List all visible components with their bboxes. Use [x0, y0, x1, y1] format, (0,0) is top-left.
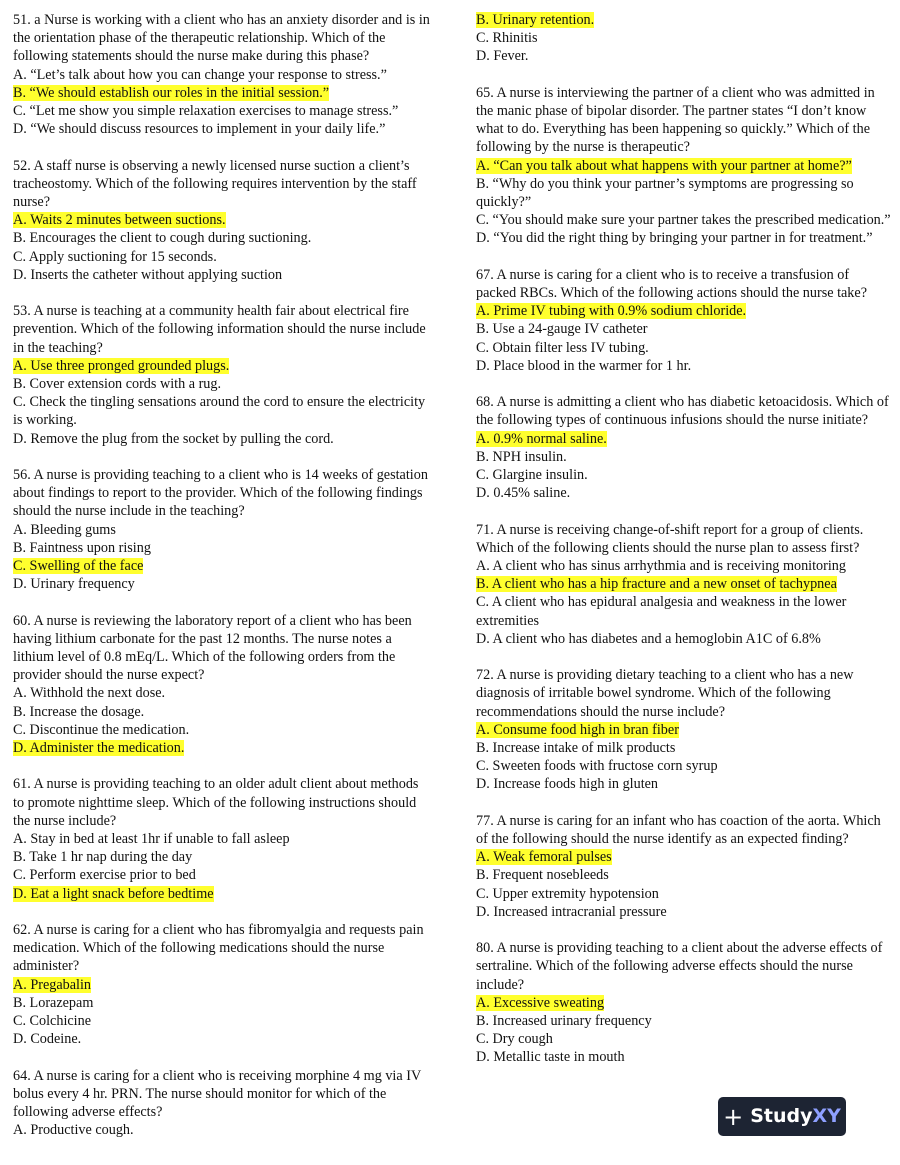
answer-option: [13, 575, 433, 593]
answer-option: [13, 375, 433, 393]
brand-main: Study: [750, 1105, 813, 1128]
question-block: [476, 939, 891, 1066]
answer-option: [476, 1030, 891, 1048]
option-text: C. Rhinitis: [476, 30, 538, 47]
option-text: D. Increase foods high in gluten: [476, 776, 659, 793]
left-column: [13, 11, 433, 1158]
answer-option: [13, 120, 433, 138]
question-block: [13, 157, 433, 284]
question-block: [476, 521, 891, 648]
option-text: D. Administer the medication.: [13, 740, 185, 757]
answer-option: [476, 1012, 891, 1030]
answer-option: [13, 703, 433, 721]
answer-option: [476, 320, 891, 338]
answer-option: [13, 721, 433, 739]
question-block: [476, 393, 891, 502]
option-text: C. Check the tingling sensations around the cord to ensure the electricity is working.: [13, 394, 426, 429]
option-text: D. Place blood in the warmer for 1 hr.: [476, 357, 692, 374]
option-text: C. “You should make sure your partner takes the prescribed medication.”: [476, 212, 891, 229]
answer-option: [13, 66, 433, 84]
answer-option-correct: [13, 739, 433, 757]
option-text: D. “You did the right thing by bringing your partner in for treatment.”: [476, 230, 873, 247]
option-text: A. Waits 2 minutes between suctions.: [13, 212, 226, 229]
answer-option: [13, 1030, 433, 1048]
question-block: [476, 812, 891, 921]
option-text: D. A client who has diabetes and a hemoglobin A1C of 6.8%: [476, 630, 821, 647]
question-stem: 77. A nurse is caring for an infant who has coaction of the aorta. Which of the following should the nurse identify as an expected finding?: [476, 812, 881, 848]
answer-option: [13, 102, 433, 120]
question-block: [476, 11, 891, 66]
option-text: A. Pregabalin: [13, 976, 92, 993]
answer-option: [476, 357, 891, 375]
option-text: B. Use a 24-gauge IV catheter: [476, 321, 648, 338]
question-block: [476, 84, 891, 248]
answer-option: [13, 430, 433, 448]
answer-option: [476, 339, 891, 357]
option-text: C. Sweeten foods with fructose corn syrup: [476, 758, 718, 775]
option-text: C. Glargine insulin.: [476, 467, 588, 484]
answer-option-correct: [476, 430, 891, 448]
answer-option: [476, 885, 891, 903]
option-text: A. Use three pronged grounded plugs.: [13, 357, 230, 374]
option-text: B. Increased urinary frequency: [476, 1013, 652, 1030]
question-block: [13, 11, 433, 138]
option-text: D. Metallic taste in mouth: [476, 1049, 625, 1066]
answer-option: [476, 630, 891, 648]
question-block: [476, 666, 891, 793]
answer-option: [476, 903, 891, 921]
answer-option: [13, 1121, 433, 1139]
answer-option: [13, 994, 433, 1012]
question-stem: 71. A nurse is receiving change-of-shift report for a group of clients. Which of the following clients should the nurse plan to assess first?: [476, 521, 864, 556]
option-text: C. Swelling of the face: [13, 558, 144, 575]
option-text: D. Fever.: [476, 48, 529, 65]
answer-option: [476, 557, 891, 575]
plus-icon: +: [723, 1102, 744, 1131]
answer-option: [476, 484, 891, 502]
option-text: B. Encourages the client to cough during suctioning.: [13, 230, 312, 247]
answer-option: [13, 266, 433, 284]
answer-option: [13, 830, 433, 848]
question-stem: 80. A nurse is providing teaching to a client about the adverse effects of sertraline. Which of the following adverse effects should the nurse include?: [476, 940, 883, 993]
answer-option-correct: [13, 885, 433, 903]
question-block: [476, 266, 891, 375]
option-text: A. “Can you talk about what happens with your partner at home?”: [476, 157, 852, 174]
answer-option-correct: [476, 11, 891, 29]
option-text: D. Codeine.: [13, 1031, 82, 1048]
answer-option: [13, 539, 433, 557]
option-text: B. “We should establish our roles in the initial session.”: [13, 84, 330, 101]
option-text: C. Upper extremity hypotension: [476, 885, 659, 902]
question-stem: 64. A nurse is caring for a client who is receiving morphine 4 mg via IV bolus every 4 hr. PRN. The nurse should monitor for which of the following adverse effects?: [13, 1067, 421, 1121]
answer-option-correct: [13, 976, 433, 994]
question-block: [13, 466, 433, 593]
answer-option: [476, 466, 891, 484]
question-stem: 60. A nurse is reviewing the laboratory report of a client who has been having lithium carbonate for the past 12 months. The nurse notes a lithium level of 0.8 mEq/L. Which of the following orders from the provider should the nurse expect?: [13, 612, 412, 684]
answer-option: [476, 175, 891, 211]
option-text: A. A client who has sinus arrhythmia and is receiving monitoring: [476, 558, 846, 575]
option-text: A. Withhold the next dose.: [13, 685, 166, 702]
option-text: B. NPH insulin.: [476, 448, 567, 465]
question-block: [13, 302, 433, 448]
question-stem: 61. A nurse is providing teaching to an older adult client about methods to promote nighttime sleep. Which of the following instructions should the nurse include?: [13, 776, 419, 829]
option-text: C. Colchicine: [13, 1013, 92, 1030]
option-text: C. Perform exercise prior to bed: [13, 867, 196, 884]
answer-option: [476, 757, 891, 775]
answer-option: [476, 211, 891, 229]
answer-option: [13, 1012, 433, 1030]
answer-option: [13, 866, 433, 884]
answer-option: [13, 521, 433, 539]
answer-option-correct: [476, 157, 891, 175]
option-text: D. “We should discuss resources to implement in your daily life.”: [13, 121, 386, 138]
option-text: A. Productive cough.: [13, 1122, 134, 1139]
question-stem: 53. A nurse is teaching at a community health fair about electrical fire prevention. Which of the following information should the nurse include in the teaching?: [13, 303, 426, 356]
option-text: A. Stay in bed at least 1hr if unable to fall asleep: [13, 831, 290, 848]
question-block: [13, 921, 433, 1048]
answer-option-correct: [13, 211, 433, 229]
option-text: A. Excessive sweating: [476, 994, 605, 1011]
option-text: B. Increase the dosage.: [13, 703, 145, 720]
brand-accent: XY: [812, 1105, 841, 1128]
option-text: A. Consume food high in bran fiber: [476, 721, 679, 738]
option-text: A. Bleeding gums: [13, 521, 116, 538]
answer-option-correct: [13, 84, 433, 102]
answer-option: [476, 866, 891, 884]
option-text: A. Prime IV tubing with 0.9% sodium chloride.: [476, 303, 747, 320]
answer-option: [13, 248, 433, 266]
answer-option: [13, 684, 433, 702]
answer-option: [13, 393, 433, 429]
answer-option: [476, 593, 891, 629]
option-text: A. 0.9% normal saline.: [476, 430, 607, 447]
answer-option: [476, 739, 891, 757]
answer-option-correct: [13, 557, 433, 575]
question-stem: 56. A nurse is providing teaching to a client who is 14 weeks of gestation about findings to report to the provider. Which of the following findings should the nurse include in the teaching?: [13, 467, 428, 520]
option-text: B. Urinary retention.: [476, 12, 595, 28]
question-stem: 62. A nurse is caring for a client who has fibromyalgia and requests pain medication. Which of the following medications should the nurse administer?: [13, 922, 424, 975]
option-text: D. 0.45% saline.: [476, 485, 571, 502]
question-stem: 65. A nurse is interviewing the partner of a client who was admitted in the manic phase of bipolar disorder. The partner states “I don’t know what to do. Everything has been happening so quickly.” Which of the following by the nurse is therapeutic?: [476, 84, 875, 156]
option-text: C. A client who has epidural analgesia and weakness in the lower extremities: [476, 594, 847, 629]
option-text: B. Faintness upon rising: [13, 539, 151, 556]
question-block: [13, 775, 433, 902]
answer-option: [476, 448, 891, 466]
answer-option: [476, 47, 891, 65]
option-text: D. Remove the plug from the socket by pulling the cord.: [13, 430, 334, 447]
option-text: C. Obtain filter less IV tubing.: [476, 339, 649, 356]
studyxy-watermark[interactable]: [718, 1097, 846, 1136]
option-text: D. Urinary frequency: [13, 576, 135, 593]
answer-option: [476, 1048, 891, 1066]
answer-option: [13, 848, 433, 866]
option-text: B. Lorazepam: [13, 994, 94, 1011]
question-stem: 68. A nurse is admitting a client who has diabetic ketoacidosis. Which of the following types of continuous infusions should the nurse initiate?: [476, 394, 889, 429]
question-stem: 52. A staff nurse is observing a newly licensed nurse suction a client’s tracheostomy. Which of the following requires intervention by the staff nurse?: [13, 157, 417, 211]
option-text: C. Discontinue the medication.: [13, 721, 190, 738]
option-text: B. Cover extension cords with a rug.: [13, 376, 222, 393]
answer-option: [476, 775, 891, 793]
answer-option-correct: [476, 302, 891, 320]
option-text: B. “Why do you think your partner’s symptoms are progressing so quickly?”: [476, 175, 854, 211]
answer-option: [476, 229, 891, 247]
option-text: C. Apply suctioning for 15 seconds.: [13, 248, 217, 265]
option-text: D. Increased intracranial pressure: [476, 903, 667, 920]
question-stem: 67. A nurse is caring for a client who is to receive a transfusion of packed RBCs. Which of the following actions should the nurse take?: [476, 266, 867, 302]
question-stem: 51. a Nurse is working with a client who has an anxiety disorder and is in the orientation phase of the therapeutic relationship. Which of the following statements should the nurse make during this phase?: [13, 12, 430, 65]
answer-option-correct: [476, 994, 891, 1012]
answer-option: [476, 29, 891, 47]
option-text: B. A client who has a hip fracture and a new onset of tachypnea: [476, 576, 837, 593]
answer-option-correct: [13, 357, 433, 375]
option-text: C. “Let me show you simple relaxation exercises to manage stress.”: [13, 103, 399, 120]
answer-option-correct: [476, 848, 891, 866]
option-text: C. Dry cough: [476, 1031, 553, 1048]
answer-option: [13, 229, 433, 247]
option-text: B. Frequent nosebleeds: [476, 867, 609, 884]
question-block: [13, 1067, 433, 1140]
option-text: A. Weak femoral pulses: [476, 849, 612, 866]
option-text: B. Increase intake of milk products: [476, 740, 676, 757]
option-text: B. Take 1 hr nap during the day: [13, 849, 193, 866]
answer-option-correct: [476, 575, 891, 593]
option-text: D. Eat a light snack before bedtime: [13, 885, 214, 902]
answer-option-correct: [476, 721, 891, 739]
question-stem: 72. A nurse is providing dietary teaching to a client who has a new diagnosis of irritable bowel syndrome. Which of the following recommendations should the nurse include?: [476, 667, 854, 720]
right-column: [476, 11, 891, 1085]
option-text: A. “Let’s talk about how you can change your response to stress.”: [13, 66, 387, 83]
option-text: D. Inserts the catheter without applying suction: [13, 266, 283, 283]
question-block: [13, 612, 433, 758]
